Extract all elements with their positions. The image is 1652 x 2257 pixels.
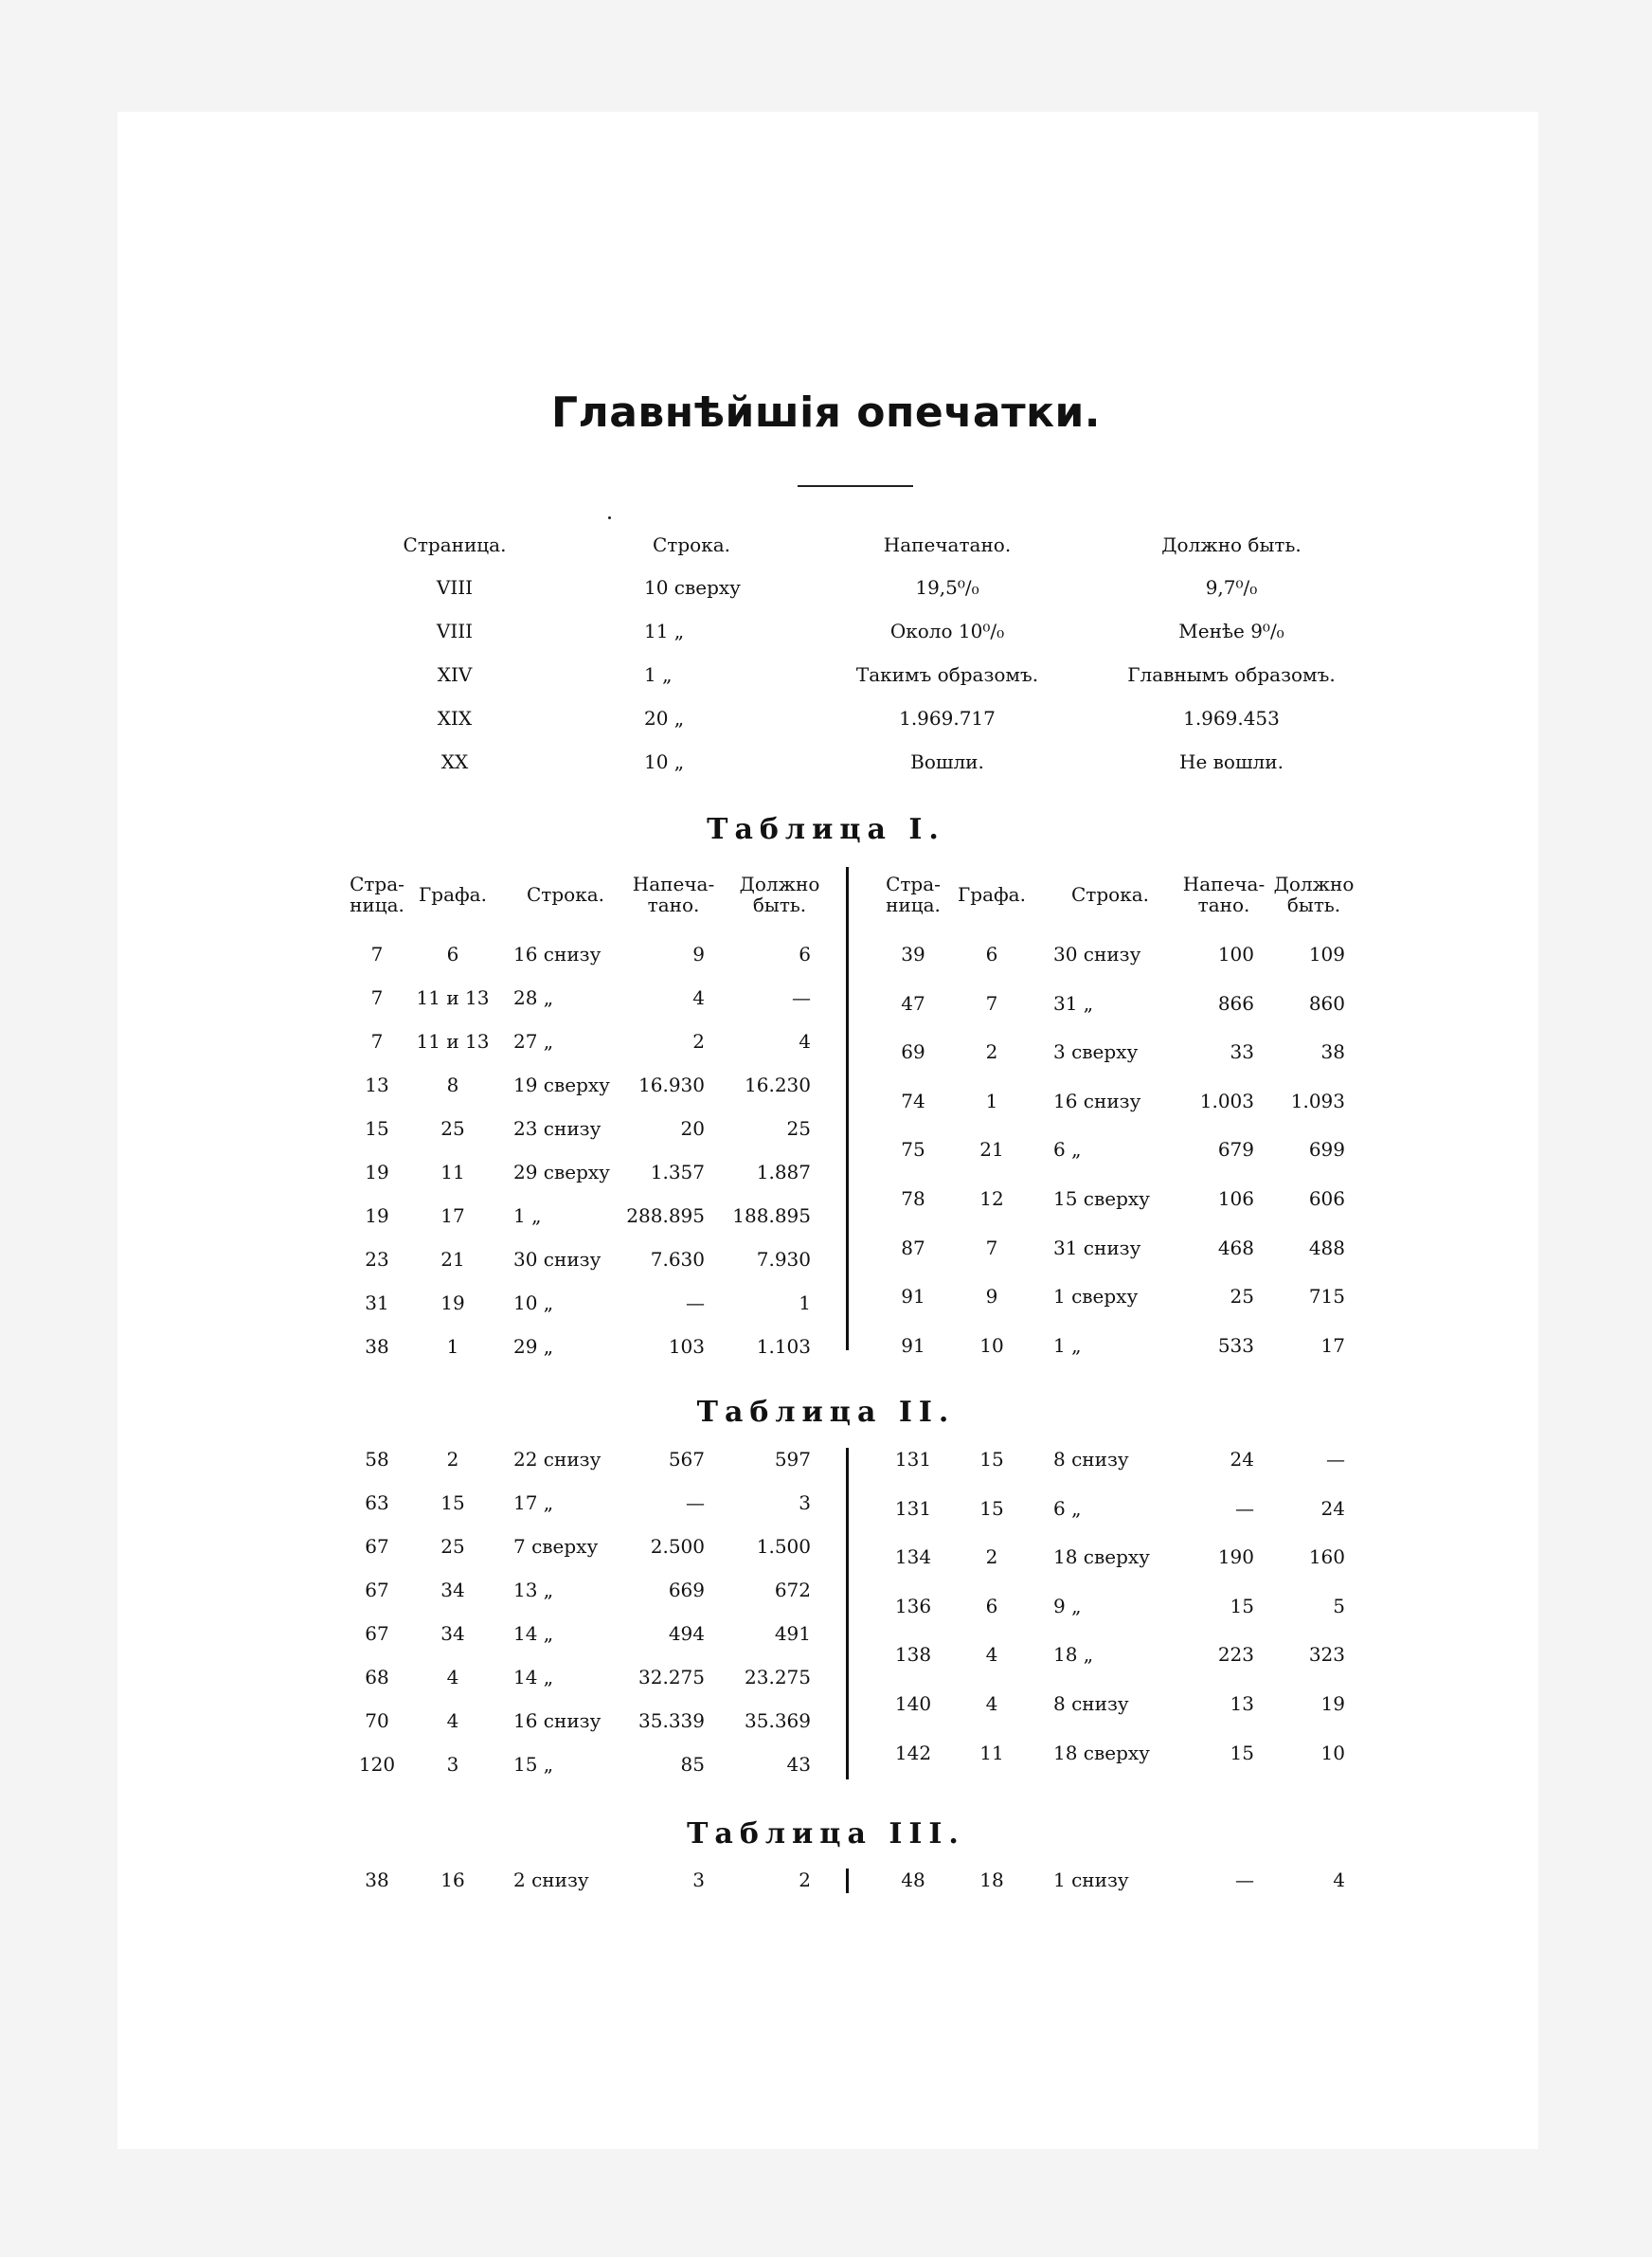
table-cell-right-should: 38 bbox=[1320, 1040, 1345, 1064]
table-cell-right-col: 9 bbox=[985, 1285, 998, 1309]
table-cell-right-line: 18 „ bbox=[1053, 1643, 1094, 1667]
table-cell-right-page: 91 bbox=[901, 1285, 925, 1309]
table-cell-left-col: 25 bbox=[440, 1117, 465, 1140]
table-cell-left-line: 13 „ bbox=[513, 1579, 554, 1601]
table-cell-left-printed: 9 bbox=[692, 943, 705, 966]
table2-title: Таблица II. bbox=[696, 1396, 956, 1429]
table-cell-right-should: — bbox=[1326, 1448, 1345, 1471]
table-cell-left-page: 70 bbox=[365, 1709, 389, 1732]
table-cell-left-should: 491 bbox=[774, 1622, 811, 1645]
table-cell-left-should: 23.275 bbox=[745, 1666, 811, 1688]
table-cell-left-printed: 20 bbox=[680, 1117, 705, 1140]
table-cell-right-should: 860 bbox=[1308, 991, 1345, 1015]
table-cell-left-line: 22 снизу bbox=[513, 1448, 602, 1471]
table-cell-right-page: 39 bbox=[901, 943, 925, 966]
intro-header-line: Строка. bbox=[653, 533, 730, 556]
table-cell-right-printed: 533 bbox=[1217, 1333, 1254, 1357]
table-cell-left-should: 7.930 bbox=[756, 1248, 811, 1271]
table-cell-left-page: 19 bbox=[365, 1204, 389, 1227]
table-cell-right-page: 138 bbox=[894, 1643, 932, 1667]
table-cell-left-col: 2 bbox=[446, 1448, 459, 1471]
stray-dot bbox=[608, 516, 611, 519]
table-cell-right-printed: 106 bbox=[1217, 1187, 1254, 1210]
table-cell-left-page: 38 bbox=[365, 1869, 389, 1891]
header-left-printed: Напеча- тано. bbox=[632, 873, 715, 916]
header-right-printed: Напеча- тано. bbox=[1182, 873, 1266, 916]
table-cell-left-should: 1.500 bbox=[756, 1535, 811, 1558]
table-cell-left-should: 35.369 bbox=[745, 1709, 811, 1732]
table3-divider bbox=[846, 1869, 849, 1893]
table-cell-left-line: 16 снизу bbox=[513, 1709, 602, 1732]
intro-cell-should: Менѣе 9⁰/₀ bbox=[1178, 620, 1284, 642]
table-cell-left-page: 120 bbox=[358, 1753, 396, 1776]
table-cell-right-should: 109 bbox=[1308, 943, 1345, 966]
table-cell-left-page: 7 bbox=[370, 943, 384, 966]
intro-cell-should: Главнымъ образомъ. bbox=[1127, 663, 1336, 686]
table-cell-right-page: 74 bbox=[901, 1089, 925, 1112]
table-cell-right-col: 15 bbox=[979, 1448, 1004, 1471]
table-cell-left-page: 7 bbox=[370, 986, 384, 1009]
table-cell-left-printed: 16.930 bbox=[638, 1074, 705, 1096]
table-cell-right-line: 1 снизу bbox=[1053, 1869, 1129, 1891]
table-cell-right-printed: 15 bbox=[1230, 1741, 1254, 1764]
table-cell-right-printed: 24 bbox=[1230, 1448, 1254, 1471]
table-cell-right-col: 2 bbox=[985, 1040, 998, 1064]
intro-header-page: Страница. bbox=[403, 533, 507, 556]
title-rule bbox=[798, 485, 913, 487]
table-cell-right-col: 4 bbox=[985, 1643, 998, 1667]
intro-cell-should: 1.969.453 bbox=[1183, 707, 1280, 730]
table-cell-right-col: 2 bbox=[985, 1545, 998, 1569]
table-cell-right-line: 16 снизу bbox=[1053, 1089, 1141, 1112]
table-cell-left-page: 15 bbox=[365, 1117, 389, 1140]
table-cell-left-page: 31 bbox=[365, 1291, 389, 1314]
table-cell-left-page: 67 bbox=[365, 1622, 389, 1645]
table-cell-right-should: 699 bbox=[1308, 1138, 1345, 1162]
header-right-col: Графа. bbox=[958, 883, 1026, 906]
table-cell-right-should: 24 bbox=[1320, 1496, 1345, 1520]
table1-title: Таблица I. bbox=[707, 813, 945, 846]
intro-cell-page: VIII bbox=[436, 576, 474, 599]
table-cell-left-printed: 103 bbox=[668, 1335, 705, 1358]
table-cell-right-printed: 866 bbox=[1217, 991, 1254, 1015]
table-cell-left-line: 16 снизу bbox=[513, 943, 602, 966]
table-cell-left-should: — bbox=[792, 986, 811, 1009]
table-cell-left-should: 1 bbox=[799, 1291, 811, 1314]
table-cell-left-col: 8 bbox=[446, 1074, 459, 1096]
table-cell-left-page: 63 bbox=[365, 1491, 389, 1514]
table-cell-left-should: 1.887 bbox=[756, 1161, 811, 1183]
table-cell-right-printed: 679 bbox=[1217, 1138, 1254, 1162]
table-cell-left-printed: — bbox=[686, 1291, 705, 1314]
table-cell-right-col: 7 bbox=[985, 991, 998, 1015]
intro-cell-line: 20 „ bbox=[644, 707, 685, 730]
table-cell-left-printed: 669 bbox=[668, 1579, 705, 1601]
table-cell-right-line: 18 сверху bbox=[1053, 1545, 1150, 1569]
table-cell-left-line: 2 снизу bbox=[513, 1869, 589, 1891]
intro-cell-should: 9,7⁰/₀ bbox=[1205, 576, 1258, 599]
table-cell-right-page: 142 bbox=[894, 1741, 932, 1764]
intro-cell-line: 11 „ bbox=[644, 620, 685, 642]
intro-cell-printed: Такимъ образомъ. bbox=[855, 663, 1039, 686]
table-cell-right-line: 1 сверху bbox=[1053, 1285, 1139, 1309]
table-cell-right-page: 69 bbox=[901, 1040, 925, 1064]
table-cell-right-line: 31 снизу bbox=[1053, 1236, 1141, 1259]
intro-header-printed: Напечатано. bbox=[883, 533, 1012, 556]
table-cell-right-page: 140 bbox=[894, 1692, 932, 1715]
table-cell-right-printed: — bbox=[1235, 1496, 1254, 1520]
table-cell-left-printed: 288.895 bbox=[626, 1204, 705, 1227]
table-cell-right-col: 7 bbox=[985, 1236, 998, 1259]
table2-divider bbox=[846, 1448, 849, 1779]
table-cell-right-should: 5 bbox=[1333, 1594, 1345, 1617]
table-cell-left-printed: 1.357 bbox=[650, 1161, 705, 1183]
table-cell-right-printed: 33 bbox=[1230, 1040, 1254, 1064]
table-cell-right-line: 30 снизу bbox=[1053, 943, 1141, 966]
table-cell-right-page: 78 bbox=[901, 1187, 925, 1210]
table1-divider bbox=[846, 867, 849, 1350]
table-cell-right-line: 6 „ bbox=[1053, 1138, 1082, 1162]
table-cell-left-line: 17 „ bbox=[513, 1491, 554, 1514]
table-cell-left-printed: 567 bbox=[668, 1448, 705, 1471]
intro-cell-printed: 1.969.717 bbox=[899, 707, 996, 730]
table-cell-left-page: 19 bbox=[365, 1161, 389, 1183]
intro-cell-printed: Около 10⁰/₀ bbox=[889, 620, 1005, 642]
table-cell-left-col: 11 и 13 bbox=[416, 986, 490, 1009]
table-cell-left-printed: 2.500 bbox=[650, 1535, 705, 1558]
table-cell-left-should: 1.103 bbox=[756, 1335, 811, 1358]
table-cell-right-should: 606 bbox=[1308, 1187, 1345, 1210]
table-cell-right-should: 10 bbox=[1320, 1741, 1345, 1764]
table-cell-left-col: 6 bbox=[446, 943, 459, 966]
table-cell-right-should: 17 bbox=[1320, 1333, 1345, 1357]
table-cell-left-line: 23 снизу bbox=[513, 1117, 602, 1140]
table-cell-left-page: 58 bbox=[365, 1448, 389, 1471]
table-cell-left-printed: 2 bbox=[692, 1030, 705, 1053]
table-cell-left-page: 67 bbox=[365, 1535, 389, 1558]
header-left-line: Строка. bbox=[527, 883, 604, 906]
table-cell-left-col: 4 bbox=[446, 1666, 459, 1688]
table-cell-left-printed: 3 bbox=[692, 1869, 705, 1891]
intro-cell-line: 1 „ bbox=[644, 663, 673, 686]
header-left-should: Должно быть. bbox=[739, 873, 820, 916]
table-cell-right-printed: — bbox=[1235, 1869, 1254, 1891]
header-right-should: Должно быть. bbox=[1273, 873, 1355, 916]
table-cell-left-col: 16 bbox=[440, 1869, 465, 1891]
table-cell-right-page: 131 bbox=[894, 1496, 932, 1520]
table-cell-right-page: 47 bbox=[901, 991, 925, 1015]
table-cell-right-printed: 468 bbox=[1217, 1236, 1254, 1259]
table-cell-left-line: 29 сверху bbox=[513, 1161, 610, 1183]
table-cell-right-printed: 1.003 bbox=[1199, 1089, 1254, 1112]
table-cell-left-line: 29 „ bbox=[513, 1335, 554, 1358]
table-cell-left-printed: 35.339 bbox=[638, 1709, 705, 1732]
table-cell-right-col: 21 bbox=[979, 1138, 1004, 1162]
table-cell-right-should: 19 bbox=[1320, 1692, 1345, 1715]
table-cell-right-printed: 190 bbox=[1217, 1545, 1254, 1569]
table-cell-left-line: 28 „ bbox=[513, 986, 554, 1009]
table-cell-left-should: 2 bbox=[799, 1869, 811, 1891]
table-cell-left-should: 3 bbox=[799, 1491, 811, 1514]
intro-cell-page: XIV bbox=[437, 663, 473, 686]
table-cell-left-col: 25 bbox=[440, 1535, 465, 1558]
table-cell-left-page: 13 bbox=[365, 1074, 389, 1096]
table-cell-right-page: 75 bbox=[901, 1138, 925, 1162]
table-cell-left-should: 16.230 bbox=[745, 1074, 811, 1096]
table-cell-left-col: 4 bbox=[446, 1709, 459, 1732]
table-cell-left-col: 34 bbox=[440, 1622, 465, 1645]
header-right-page: Стра- ница. bbox=[886, 873, 941, 916]
table-cell-left-page: 67 bbox=[365, 1579, 389, 1601]
table-cell-right-line: 8 снизу bbox=[1053, 1692, 1129, 1715]
table-cell-left-col: 1 bbox=[446, 1335, 459, 1358]
table-cell-left-col: 21 bbox=[440, 1248, 465, 1271]
table-cell-right-line: 6 „ bbox=[1053, 1496, 1082, 1520]
table-cell-right-should: 1.093 bbox=[1290, 1089, 1345, 1112]
table-cell-left-page: 23 bbox=[365, 1248, 389, 1271]
table-cell-right-printed: 25 bbox=[1230, 1285, 1254, 1309]
table-cell-left-printed: 32.275 bbox=[638, 1666, 705, 1688]
table-cell-left-line: 14 „ bbox=[513, 1622, 554, 1645]
table-cell-right-should: 160 bbox=[1308, 1545, 1345, 1569]
table-cell-left-should: 672 bbox=[774, 1579, 811, 1601]
header-right-line: Строка. bbox=[1071, 883, 1149, 906]
table-cell-right-col: 10 bbox=[979, 1333, 1004, 1357]
table3-title: Таблица III. bbox=[687, 1817, 965, 1851]
table-cell-left-col: 17 bbox=[440, 1204, 465, 1227]
intro-cell-line: 10 сверху bbox=[644, 576, 741, 599]
table-cell-right-col: 1 bbox=[985, 1089, 998, 1112]
table-cell-left-col: 11 bbox=[440, 1161, 465, 1183]
page-title: Главнѣйшiя опечатки. bbox=[550, 388, 1102, 437]
table-cell-left-should: 188.895 bbox=[732, 1204, 811, 1227]
table-cell-left-printed: 494 bbox=[668, 1622, 705, 1645]
intro-cell-page: XX bbox=[440, 750, 469, 773]
table-cell-right-col: 6 bbox=[985, 1594, 998, 1617]
table-cell-left-line: 27 „ bbox=[513, 1030, 554, 1053]
table-cell-right-page: 91 bbox=[901, 1333, 925, 1357]
table-cell-right-should: 323 bbox=[1308, 1643, 1345, 1667]
table-cell-right-col: 15 bbox=[979, 1496, 1004, 1520]
table-cell-left-page: 7 bbox=[370, 1030, 384, 1053]
intro-cell-line: 10 „ bbox=[644, 750, 685, 773]
table-cell-right-page: 48 bbox=[901, 1869, 925, 1891]
table-cell-right-col: 11 bbox=[979, 1741, 1004, 1764]
table-cell-left-should: 597 bbox=[774, 1448, 811, 1471]
table-cell-right-col: 12 bbox=[979, 1187, 1004, 1210]
header-left-col: Графа. bbox=[419, 883, 487, 906]
table-cell-right-page: 136 bbox=[894, 1594, 932, 1617]
table-cell-right-line: 3 сверху bbox=[1053, 1040, 1139, 1064]
table-cell-right-printed: 13 bbox=[1230, 1692, 1254, 1715]
table-cell-left-should: 25 bbox=[786, 1117, 811, 1140]
table-cell-left-col: 34 bbox=[440, 1579, 465, 1601]
table-cell-left-page: 68 bbox=[365, 1666, 389, 1688]
table-cell-left-should: 43 bbox=[786, 1753, 811, 1776]
table-cell-left-should: 6 bbox=[799, 943, 811, 966]
intro-header-should: Должно быть. bbox=[1161, 533, 1302, 556]
table-cell-right-page: 87 bbox=[901, 1236, 925, 1259]
table-cell-left-printed: 4 bbox=[692, 986, 705, 1009]
table-cell-right-line: 31 „ bbox=[1053, 991, 1094, 1015]
table-cell-left-line: 10 „ bbox=[513, 1291, 554, 1314]
intro-cell-should: Не вошли. bbox=[1179, 750, 1284, 773]
table-cell-right-line: 1 „ bbox=[1053, 1333, 1082, 1357]
table-cell-left-col: 15 bbox=[440, 1491, 465, 1514]
table-cell-left-col: 19 bbox=[440, 1291, 465, 1314]
table-cell-left-should: 4 bbox=[799, 1030, 811, 1053]
table-cell-right-line: 9 „ bbox=[1053, 1594, 1082, 1617]
table-cell-right-col: 6 bbox=[985, 943, 998, 966]
table-cell-left-line: 14 „ bbox=[513, 1666, 554, 1688]
table-cell-right-should: 488 bbox=[1308, 1236, 1345, 1259]
table-cell-right-printed: 100 bbox=[1217, 943, 1254, 966]
table-cell-left-line: 19 сверху bbox=[513, 1074, 610, 1096]
table-cell-right-page: 131 bbox=[894, 1448, 932, 1471]
table-cell-right-col: 4 bbox=[985, 1692, 998, 1715]
table-cell-left-printed: 7.630 bbox=[650, 1248, 705, 1271]
intro-cell-page: XIX bbox=[437, 707, 473, 730]
table-cell-right-line: 8 снизу bbox=[1053, 1448, 1129, 1471]
table-cell-right-line: 15 сверху bbox=[1053, 1187, 1150, 1210]
table-cell-right-printed: 223 bbox=[1217, 1643, 1254, 1667]
table-cell-right-printed: 15 bbox=[1230, 1594, 1254, 1617]
table-cell-left-line: 7 сверху bbox=[513, 1535, 599, 1558]
table-cell-left-line: 15 „ bbox=[513, 1753, 554, 1776]
table-cell-right-should: 4 bbox=[1333, 1869, 1345, 1891]
table-cell-left-printed: 85 bbox=[680, 1753, 705, 1776]
header-left-page: Стра- ница. bbox=[350, 873, 404, 916]
intro-cell-printed: Вошли. bbox=[910, 750, 984, 773]
table-cell-left-page: 38 bbox=[365, 1335, 389, 1358]
table-cell-left-col: 11 и 13 bbox=[416, 1030, 490, 1053]
table-cell-right-page: 134 bbox=[894, 1545, 932, 1569]
table-cell-right-line: 18 сверху bbox=[1053, 1741, 1150, 1764]
table-cell-right-should: 715 bbox=[1308, 1285, 1345, 1309]
table-cell-left-line: 1 „ bbox=[513, 1204, 542, 1227]
table-cell-right-col: 18 bbox=[979, 1869, 1004, 1891]
table-cell-left-line: 30 снизу bbox=[513, 1248, 602, 1271]
intro-cell-printed: 19,5⁰/₀ bbox=[915, 576, 979, 599]
intro-cell-page: VIII bbox=[436, 620, 474, 642]
table-cell-left-col: 3 bbox=[446, 1753, 459, 1776]
table-cell-left-printed: — bbox=[686, 1491, 705, 1514]
